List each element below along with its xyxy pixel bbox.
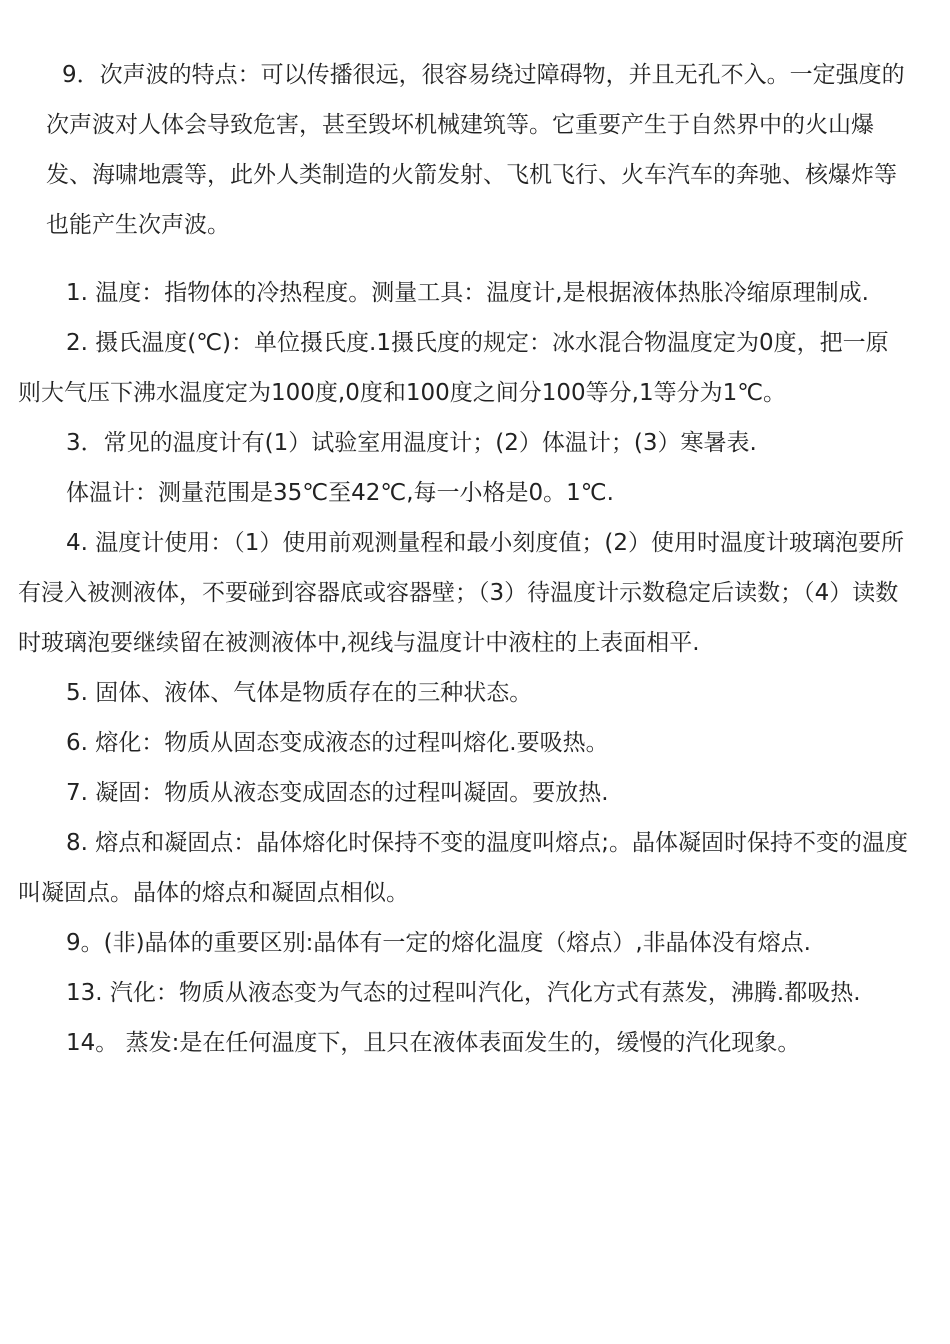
note-clinical-thermometer: 体温计：测量范围是35℃至42℃,每一小格是0。1℃.: [66, 480, 614, 506]
note-melting: 6. 熔化：物质从固态变成液态的过程叫熔化.要吸热。: [66, 730, 609, 756]
infrasound-paragraph: 9．次声波的特点：可以传播很远，很容易绕过障碍物，并且无孔不入。一定强度的次声波对人体会导致危害，甚至毁坏机械建筑等。它重要产生于自然界中的火山爆发、海啸地震等，此外人类制造的火箭发射、飞机飞行、火车汽车的奔驰、核爆炸等也能产生次声波。: [46, 62, 905, 238]
note-celsius: 2. 摄氏温度(℃)：单位摄氏度.1摄氏度的规定：冰水混合物温度定为0度，把一原则大气压下沸水温度定为100度,0度和100度之间分100等分,1等分为1℃。: [18, 330, 889, 406]
note-solidification: 7. 凝固：物质从液态变成固态的过程叫凝固。要放热.: [66, 780, 609, 806]
note-states-of-matter: 5. 固体、液体、气体是物质存在的三种状态。: [66, 680, 533, 706]
note-thermometer-types: 3．常见的温度计有(1）试验室用温度计；(2）体温计；(3）寒暑表.: [66, 430, 757, 456]
note-melting-point: 8. 熔点和凝固点：晶体熔化时保持不变的温度叫熔点;。晶体凝固时保持不变的温度叫凝固点。晶体的熔点和凝固点相似。: [18, 830, 909, 906]
note-crystal-difference: 9。(非)晶体的重要区别:晶体有一定的熔化温度（熔点）,非晶体没有熔点.: [66, 930, 811, 956]
note-vaporization: 13. 汽化：物质从液态变为气态的过程叫汽化，汽化方式有蒸发，沸腾.都吸热.: [66, 980, 861, 1006]
notes-list: [18, 268, 908, 1068]
note-thermometer-usage: 4. 温度计使用：（1）使用前观测量程和最小刻度值；(2）使用时温度计玻璃泡要所有浸入被测液体，不要碰到容器底或容器壁；（3）待温度计示数稳定后读数；（4）读数时玻璃泡要继续留在被测液体中,视线与温度计中液柱的上表面相平.: [18, 530, 904, 656]
note-evaporation: 14。 蒸发:是在任何温度下，且只在液体表面发生的，缓慢的汽化现象。: [66, 1030, 801, 1056]
note-temperature: 1. 温度：指物体的冷热程度。测量工具：温度计,是根据液体热胀冷缩原理制成.: [66, 280, 869, 306]
